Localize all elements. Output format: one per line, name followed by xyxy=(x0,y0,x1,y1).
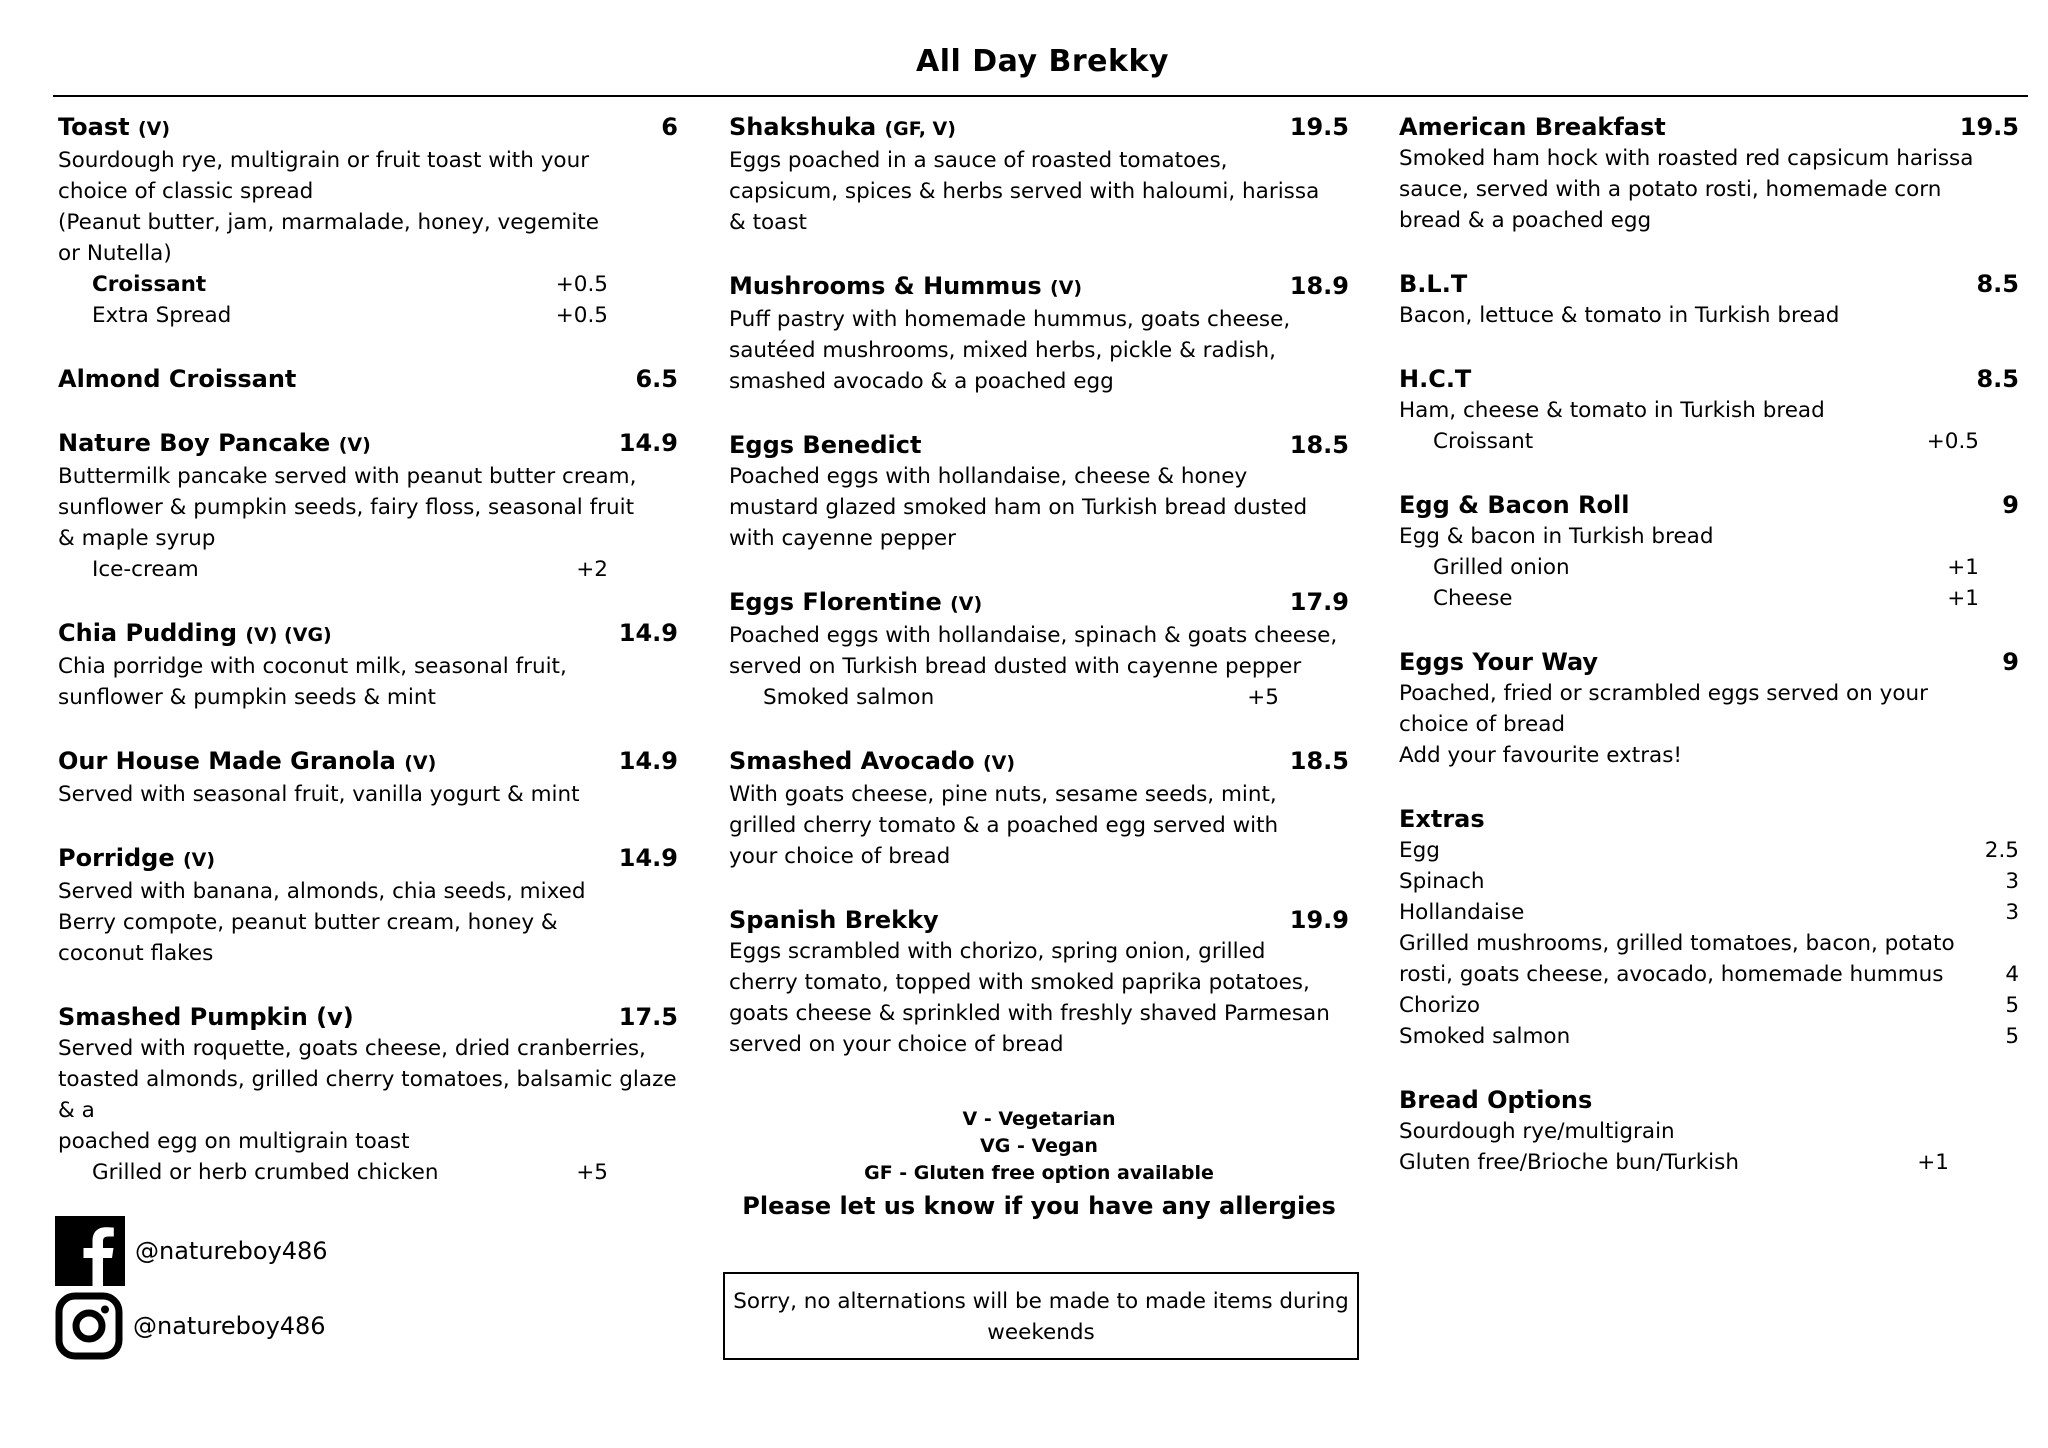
item-description-line: sauce, served with a potato rosti, homemade corn xyxy=(1399,177,1942,202)
bread-row-name: Gluten free/Brioche bun/Turkish xyxy=(1399,1150,1739,1175)
addon-price: +0.5 xyxy=(1926,429,1979,454)
item-price: 19.9 xyxy=(1289,906,1349,934)
item-price: 19.5 xyxy=(1289,113,1349,141)
extras-row-name: Grilled mushrooms, grilled tomatoes, bacon, potato xyxy=(1399,931,1955,956)
item-header xyxy=(58,746,678,779)
item-description-line: sunflower & pumpkin seeds & mint xyxy=(58,685,436,710)
item-description-line: capsicum, spices & herbs served with haloumi, harissa xyxy=(729,179,1320,204)
addon-row xyxy=(58,1157,678,1188)
item-description-line: & maple syrup xyxy=(58,526,216,551)
item-header xyxy=(729,112,1349,145)
item-description-line: Buttermilk pancake served with peanut butter cream, xyxy=(58,464,637,489)
item-header xyxy=(58,112,678,145)
extras-row xyxy=(1399,959,2019,990)
item-name: American Breakfast xyxy=(1399,113,1666,141)
item-price: 9 xyxy=(2002,491,2019,519)
item-name-group xyxy=(58,746,436,779)
item-name: Almond Croissant xyxy=(58,365,297,393)
menu-item xyxy=(729,430,1349,554)
item-description-line: goats cheese & sprinkled with freshly shaved Parmesan xyxy=(729,1001,1330,1026)
menu-item xyxy=(58,428,678,585)
facebook-icon xyxy=(55,1216,125,1286)
item-price: 14.9 xyxy=(618,619,678,647)
extras-title: Extras xyxy=(1399,805,1485,833)
item-description-line: With goats cheese, pine nuts, sesame seeds, mint, xyxy=(729,782,1277,807)
facebook-link[interactable] xyxy=(55,1216,328,1286)
item-name-group xyxy=(729,746,1015,779)
dietary-tags: (V) xyxy=(1050,277,1083,299)
item-description-line: Berry compote, peanut butter cream, honey & xyxy=(58,910,558,935)
item-price: 6.5 xyxy=(635,365,678,393)
addon-price: +5 xyxy=(576,1160,608,1185)
item-header xyxy=(1399,269,2019,300)
item-header xyxy=(729,905,1349,936)
allergy-note: Please let us know if you have any allergies xyxy=(742,1192,1336,1220)
dietary-legend xyxy=(729,1106,1349,1223)
menu-item xyxy=(1399,112,2019,236)
item-description-line: served on Turkish bread dusted with cayenne pepper xyxy=(729,654,1302,679)
item-name: Eggs Florentine xyxy=(729,588,942,616)
extras-row-price: 3 xyxy=(2005,900,2019,925)
item-name: Spanish Brekky xyxy=(729,906,939,934)
menu-item xyxy=(1399,490,2019,614)
item-header xyxy=(58,364,678,395)
addon-row xyxy=(58,269,678,300)
item-description-line: Egg & bacon in Turkish bread xyxy=(1399,524,1714,549)
extras-row-name: rosti, goats cheese, avocado, homemade hummus xyxy=(1399,962,1944,987)
item-header xyxy=(1399,112,2019,143)
item-header xyxy=(58,1002,678,1033)
addon-price: +1 xyxy=(1947,586,1979,611)
dietary-tags: (V) xyxy=(338,434,371,456)
item-description-line: Poached, fried or scrambled eggs served on your xyxy=(1399,681,1928,706)
item-description-line: Eggs poached in a sauce of roasted tomatoes, xyxy=(729,148,1228,173)
item-description-line: Puff pastry with homemade hummus, goats cheese, xyxy=(729,307,1291,332)
item-description-line: bread & a poached egg xyxy=(1399,208,1652,233)
item-description-line: toasted almonds, grilled cherry tomatoes, balsamic glaze & a xyxy=(58,1067,677,1123)
facebook-handle: @natureboy486 xyxy=(135,1237,328,1265)
bread-row xyxy=(1399,1147,2019,1178)
item-description-line: Add your favourite extras! xyxy=(1399,743,1683,768)
item-description-line: (Peanut butter, jam, marmalade, honey, vegemite xyxy=(58,210,599,235)
menu-item xyxy=(729,587,1349,713)
item-name-group xyxy=(58,1002,354,1033)
addon-name: Smoked salmon xyxy=(763,685,935,710)
item-description-line: sautéed mushrooms, mixed herbs, pickle & radish, xyxy=(729,338,1276,363)
item-name-group xyxy=(1399,647,1598,678)
item-header xyxy=(1399,647,2019,678)
instagram-handle: @natureboy486 xyxy=(133,1312,326,1340)
item-header xyxy=(729,271,1349,304)
item-price: 18.5 xyxy=(1289,747,1349,775)
title-divider xyxy=(53,95,2028,97)
menu-item xyxy=(729,112,1349,238)
item-description-line: Served with roquette, goats cheese, dried cranberries, xyxy=(58,1036,646,1061)
addon-price: +0.5 xyxy=(555,303,608,328)
addon-row xyxy=(58,300,678,331)
menu-item xyxy=(58,364,678,395)
menu-item xyxy=(58,746,678,810)
addon-name: Grilled or herb crumbed chicken xyxy=(92,1160,439,1185)
item-description-line: Served with seasonal fruit, vanilla yogurt & mint xyxy=(58,782,580,807)
item-description-line: Ham, cheese & tomato in Turkish bread xyxy=(1399,398,1825,423)
addon-name: Extra Spread xyxy=(92,303,232,328)
bread-row-price: +1 xyxy=(1917,1150,1949,1175)
menu-column-2 xyxy=(729,112,1349,1093)
addon-row xyxy=(58,554,678,585)
item-price: 17.9 xyxy=(1289,588,1349,616)
column-3-items xyxy=(1399,112,2019,771)
menu-title: All Day Brekky xyxy=(916,44,1169,79)
item-name: Mushrooms & Hummus xyxy=(729,272,1042,300)
menu-item xyxy=(729,746,1349,872)
legend-vegan: VG - Vegan xyxy=(980,1135,1098,1157)
menu-column-1 xyxy=(58,112,678,1221)
item-description-line: Poached eggs with hollandaise, cheese & honey xyxy=(729,464,1248,489)
item-header xyxy=(729,746,1349,779)
item-price: 14.9 xyxy=(618,747,678,775)
item-description-line: smashed avocado & a poached egg xyxy=(729,369,1114,394)
menu-item xyxy=(729,271,1349,397)
addon-price: +2 xyxy=(576,557,608,582)
item-header xyxy=(1399,364,2019,395)
extras-row xyxy=(1399,835,2019,866)
menu-item xyxy=(58,112,678,331)
item-description-line: & toast xyxy=(729,210,807,235)
item-description-line: mustard glazed smoked ham on Turkish bread dusted xyxy=(729,495,1308,520)
item-name-group xyxy=(58,364,296,395)
addon-row xyxy=(1399,552,2019,583)
extras-row-name: Egg xyxy=(1399,838,1440,863)
item-header xyxy=(729,430,1349,461)
item-name: Chia Pudding xyxy=(58,619,238,647)
extras-row-price: 5 xyxy=(2005,993,2019,1018)
bread-options-list xyxy=(1399,1116,2019,1178)
dietary-tags: (V) xyxy=(950,593,983,615)
item-name-group xyxy=(729,905,939,936)
item-name-group xyxy=(729,430,921,461)
addon-name: Cheese xyxy=(1433,586,1513,611)
dietary-tags: (V) (VG) xyxy=(245,624,332,646)
addon-price: +0.5 xyxy=(555,272,608,297)
item-description-line: with cayenne pepper xyxy=(729,526,956,551)
extras-section xyxy=(1399,804,2019,1052)
menu-item xyxy=(729,905,1349,1060)
dietary-tags: (V) xyxy=(182,849,216,871)
extras-row xyxy=(1399,1021,2019,1052)
addon-price: +5 xyxy=(1247,685,1279,710)
bread-options-section xyxy=(1399,1085,2019,1178)
extras-row-name: Smoked salmon xyxy=(1399,1024,1571,1049)
item-price: 17.5 xyxy=(618,1003,678,1031)
extras-row-name: Chorizo xyxy=(1399,993,1481,1018)
extras-row-price: 2.5 xyxy=(1984,838,2019,863)
dietary-tags: (GF, V) xyxy=(884,118,956,140)
menu-item xyxy=(1399,269,2019,331)
item-name: Shakshuka xyxy=(729,113,877,141)
item-header xyxy=(1399,490,2019,521)
item-price: 8.5 xyxy=(1976,270,2019,298)
item-header xyxy=(58,843,678,876)
item-description-line: choice of bread xyxy=(1399,712,1566,737)
dietary-tags: (V) xyxy=(137,118,171,140)
item-price: 9 xyxy=(2002,648,2019,676)
item-name-group xyxy=(58,428,371,461)
item-description-line: Bacon, lettuce & tomato in Turkish bread xyxy=(1399,303,1840,328)
extras-row xyxy=(1399,928,2019,959)
item-header xyxy=(729,587,1349,620)
bread-row-name: Sourdough rye/multigrain xyxy=(1399,1119,1675,1144)
extras-row-price: 4 xyxy=(2005,962,2019,987)
item-description-line: Smoked ham hock with roasted red capsicum harissa xyxy=(1399,146,1974,171)
bread-row xyxy=(1399,1116,2019,1147)
menu-item xyxy=(58,1002,678,1188)
addon-name: Grilled onion xyxy=(1433,555,1570,580)
item-name-group xyxy=(729,112,956,145)
item-name-group xyxy=(729,587,982,620)
item-description-line: poached egg on multigrain toast xyxy=(58,1129,410,1154)
bread-options-title: Bread Options xyxy=(1399,1086,1593,1114)
item-name: Eggs Your Way xyxy=(1399,648,1599,676)
addon-name: Croissant xyxy=(1433,429,1534,454)
addon-name: Croissant xyxy=(92,272,207,297)
item-price: 8.5 xyxy=(1976,365,2019,393)
item-description-line: your choice of bread xyxy=(729,844,951,869)
item-name: Egg & Bacon Roll xyxy=(1399,491,1630,519)
addon-row xyxy=(729,682,1349,713)
addon-row xyxy=(1399,426,2019,457)
item-price: 6 xyxy=(661,113,678,141)
extras-row-name: Spinach xyxy=(1399,869,1485,894)
item-price: 14.9 xyxy=(618,429,678,457)
addon-name: Ice-cream xyxy=(92,557,199,582)
extras-row xyxy=(1399,897,2019,928)
item-price: 18.5 xyxy=(1289,431,1349,459)
dietary-tags: (V) xyxy=(404,752,437,774)
extras-row-price: 3 xyxy=(2005,869,2019,894)
extras-list xyxy=(1399,835,2019,1052)
item-description-line: sunflower & pumpkin seeds, fairy floss, seasonal fruit xyxy=(58,495,635,520)
instagram-link[interactable] xyxy=(55,1292,326,1360)
item-header xyxy=(58,428,678,461)
item-name-group xyxy=(1399,490,1629,521)
item-name-group xyxy=(1399,112,1666,143)
item-name: Porridge xyxy=(58,844,175,872)
item-name-group xyxy=(1399,269,1467,300)
menu-column-3 xyxy=(1399,112,2019,1211)
extras-row xyxy=(1399,990,2019,1021)
item-name-group xyxy=(1399,364,1471,395)
item-name-group xyxy=(729,271,1082,304)
menu-item xyxy=(58,843,678,969)
item-name: Eggs Benedict xyxy=(729,431,922,459)
addon-price: +1 xyxy=(1947,555,1979,580)
item-name: H.C.T xyxy=(1399,365,1472,393)
extras-row-name: Hollandaise xyxy=(1399,900,1525,925)
item-price: 19.5 xyxy=(1959,113,2019,141)
menu-item xyxy=(1399,364,2019,457)
item-description-line: choice of classic spread xyxy=(58,179,314,204)
extras-row xyxy=(1399,866,2019,897)
item-name: B.L.T xyxy=(1399,270,1468,298)
item-price: 14.9 xyxy=(618,844,678,872)
item-name: Smashed Avocado xyxy=(729,747,975,775)
item-description-line: grilled cherry tomato & a poached egg served with xyxy=(729,813,1279,838)
item-name: Toast xyxy=(58,113,130,141)
menu-item xyxy=(58,618,678,713)
legend-gluten-free: GF - Gluten free option available xyxy=(864,1162,1214,1184)
item-description-line: Served with banana, almonds, chia seeds, mixed xyxy=(58,879,586,904)
item-description-line: served on your choice of bread xyxy=(729,1032,1064,1057)
item-description-line: Sourdough rye, multigrain or fruit toast with your xyxy=(58,148,590,173)
addon-row xyxy=(1399,583,2019,614)
item-header xyxy=(58,618,678,651)
instagram-icon xyxy=(55,1292,123,1360)
dietary-tags: (V) xyxy=(982,752,1016,774)
weekend-notice-box: Sorry, no alternations will be made to made items during weekends xyxy=(723,1272,1359,1360)
item-description-line: Eggs scrambled with chorizo, spring onion, grilled xyxy=(729,939,1266,964)
item-price: 18.9 xyxy=(1289,272,1349,300)
item-description-line: or Nutella) xyxy=(58,241,172,266)
menu-item xyxy=(1399,647,2019,771)
legend-vegetarian: V - Vegetarian xyxy=(962,1108,1116,1130)
item-description-line: Poached eggs with hollandaise, spinach & goats cheese, xyxy=(729,623,1338,648)
item-name-group xyxy=(58,112,170,145)
item-name-group xyxy=(58,843,215,876)
item-description-line: cherry tomato, topped with smoked paprika potatoes, xyxy=(729,970,1310,995)
extras-row-price: 5 xyxy=(2005,1024,2019,1049)
item-name-group xyxy=(58,618,332,651)
item-description-line: coconut flakes xyxy=(58,941,214,966)
item-name: Our House Made Granola xyxy=(58,747,396,775)
item-name: Smashed Pumpkin (v) xyxy=(58,1003,354,1031)
item-description-line: Chia porridge with coconut milk, seasonal fruit, xyxy=(58,654,567,679)
item-name: Nature Boy Pancake xyxy=(58,429,331,457)
